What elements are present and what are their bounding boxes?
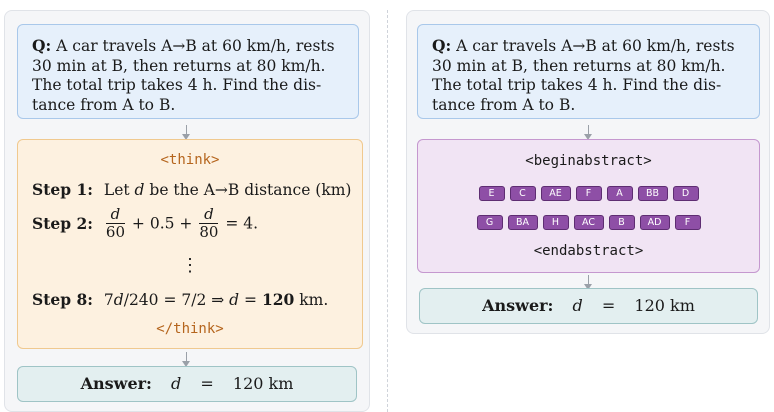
step-2 (32, 206, 258, 241)
step-label: Step 2: (32, 214, 93, 233)
answer-label: Answer: (482, 296, 554, 315)
step-variable: d (113, 291, 124, 309)
step-label: Step 8: (32, 290, 93, 309)
flow-arrow (186, 352, 187, 363)
question-line (32, 36, 344, 57)
abstract-token: A (607, 186, 633, 201)
answer-variable: d (171, 374, 182, 393)
question-text: The total trip takes 4 h. Find the dis- (432, 76, 722, 94)
question-text: 30 min at B, then returns at 80 km/h. (432, 56, 726, 75)
panel-divider (387, 10, 388, 412)
abstract-token: BB (638, 186, 668, 201)
abstract-token: E (479, 186, 505, 201)
answer-equals: = (601, 296, 616, 315)
answer-box-left (17, 366, 357, 402)
abstract-token: AE (541, 186, 571, 201)
abstract-box (417, 139, 760, 273)
think-box (17, 139, 363, 349)
think-close-tag: </think> (156, 321, 224, 337)
question-text: The total trip takes 4 h. Find the dis- (32, 76, 322, 94)
step-1 (32, 180, 351, 199)
think-open-tag: <think> (160, 152, 220, 168)
step-result: 120 (261, 290, 295, 309)
fraction-denominator: 80 (199, 223, 219, 241)
abstract-token: B (609, 215, 635, 230)
answer-box-right (419, 288, 758, 324)
step-label: Step 1: (32, 180, 93, 199)
answer-equals: = (200, 374, 214, 393)
answer-label: Answer: (80, 374, 152, 393)
flow-arrow (186, 125, 187, 136)
abstract-token: H (543, 215, 569, 230)
step-text: /240 = 7/2 ⇒ (123, 291, 230, 309)
fraction-1 (106, 206, 125, 241)
step-text: Let (103, 181, 135, 199)
vertical-ellipsis (18, 255, 362, 276)
ellipsis-glyph: ⋮ (181, 255, 199, 276)
right-panel (406, 10, 770, 334)
token-row-1 (418, 186, 759, 201)
abstract-token: BA (508, 215, 538, 230)
question-label: Q: (432, 36, 452, 55)
step-variable: d (134, 181, 145, 199)
begin-abstract-tag: <beginabstract> (525, 153, 652, 169)
abstract-token: D (673, 186, 699, 201)
answer-value: 120 km (634, 296, 695, 315)
fraction-2 (199, 206, 218, 241)
question-text: tance from A to B. (432, 95, 576, 114)
token-row-2 (418, 215, 759, 230)
step-text: 7 (103, 291, 114, 309)
step-text: = 4. (220, 214, 259, 233)
fraction-numerator: d (106, 206, 125, 224)
abstract-token: F (576, 186, 602, 201)
abstract-token: F (675, 215, 701, 230)
question-line (432, 36, 745, 57)
abstract-token: AD (640, 215, 670, 230)
step-variable: d (229, 291, 240, 309)
flow-arrow (588, 125, 589, 136)
fraction-numerator: d (199, 206, 218, 224)
question-text: A car travels A→B at 60 km/h, rests (51, 37, 335, 55)
step-8 (32, 290, 328, 309)
question-text: 30 min at B, then returns at 80 km/h. (32, 56, 326, 75)
answer-value: 120 km (232, 374, 294, 393)
step-text: = (239, 291, 262, 309)
abstract-token: G (477, 215, 503, 230)
step-text: km. (294, 291, 329, 309)
question-box-left (17, 24, 359, 119)
end-abstract-tag: <endabstract> (533, 243, 644, 259)
step-text: be the A→B distance (km) (144, 181, 352, 199)
abstract-token: C (510, 186, 536, 201)
question-text: tance from A to B. (32, 95, 176, 114)
left-panel (4, 10, 370, 412)
question-box-right (417, 24, 760, 119)
question-label: Q: (32, 36, 52, 55)
question-text: A car travels A→B at 60 km/h, rests (451, 37, 735, 55)
abstract-token: AC (574, 215, 604, 230)
flow-arrow (588, 275, 589, 286)
step-text: + 0.5 + (127, 214, 198, 233)
fraction-denominator: 60 (105, 223, 125, 241)
answer-variable: d (572, 296, 583, 315)
